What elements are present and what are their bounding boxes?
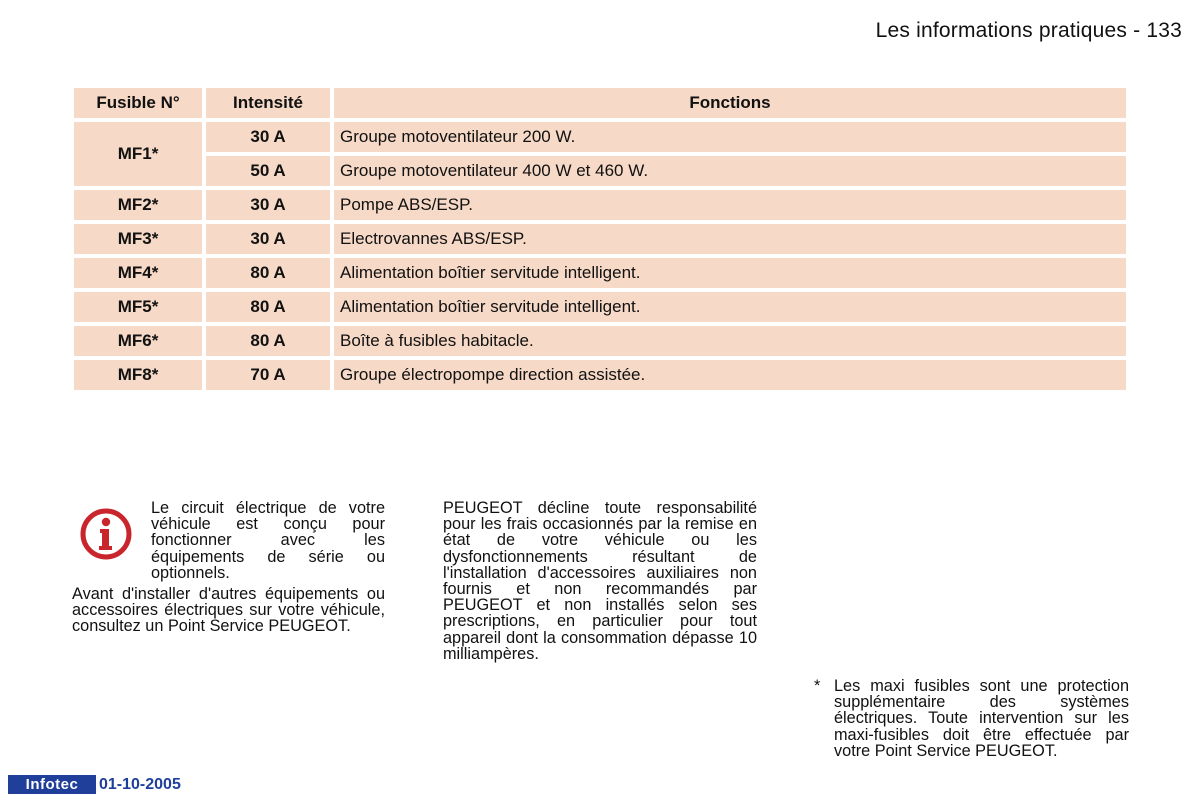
table-row xyxy=(74,292,1126,322)
fuse-function: Alimentation boîtier servitude intelligent. xyxy=(334,258,1126,288)
fuse-intensity: 30 A xyxy=(206,224,330,254)
fuse-function: Alimentation boîtier servitude intelligent. xyxy=(334,292,1126,322)
fuse-intensity: 80 A xyxy=(206,258,330,288)
fuse-intensity: 70 A xyxy=(206,360,330,390)
table-row xyxy=(74,360,1126,390)
fuse-number: MF6* xyxy=(74,326,202,356)
fuse-table xyxy=(70,84,1130,394)
fuse-number: MF2* xyxy=(74,190,202,220)
table-row xyxy=(74,156,1126,186)
table-row xyxy=(74,326,1126,356)
footnote-marker: * xyxy=(814,677,821,695)
table-row xyxy=(74,224,1126,254)
footer-date: 01-10-2005 xyxy=(99,776,181,793)
fuse-function: Groupe électropompe direction assistée. xyxy=(334,360,1126,390)
fuse-intensity: 50 A xyxy=(206,156,330,186)
fuse-number: MF5* xyxy=(74,292,202,322)
header-fuse-number: Fusible N° xyxy=(74,88,202,118)
fuse-function: Electrovannes ABS/ESP. xyxy=(334,224,1126,254)
page-title: Les informations pratiques - 133 xyxy=(875,19,1182,42)
note-accessories: Avant d'installer d'autres équipements ou accessoires électriques sur votre véhicule, consultez un Point Service PEUGEOT. xyxy=(72,585,385,636)
table-row xyxy=(74,190,1126,220)
fuse-function: Pompe ABS/ESP. xyxy=(334,190,1126,220)
fuse-function: Groupe motoventilateur 400 W et 460 W. xyxy=(334,156,1126,186)
note-circuit: Le circuit électrique de votre véhicule est conçu pour fonctionner avec les équipements de série ou optionnels. xyxy=(151,499,385,582)
table-row xyxy=(74,258,1126,288)
information-icon xyxy=(79,507,133,561)
fuse-number: MF8* xyxy=(74,360,202,390)
fuse-number: MF1* xyxy=(74,122,202,186)
header-functions: Fonctions xyxy=(334,88,1126,118)
fuse-function: Boîte à fusibles habitacle. xyxy=(334,326,1126,356)
note-disclaimer: PEUGEOT décline toute responsabilité pour les frais occasionnés par la remise en état de votre véhicule ou les dysfonctionnements résultant de l'installation d'accessoires auxiliaires non fournis et non recommandés par PEUGEOT et non installés selon ses prescriptions, en particulier pour tout appareil dont la consommation dépasse 10 milliampères. xyxy=(443,499,757,663)
fuse-intensity: 80 A xyxy=(206,292,330,322)
fuse-function: Groupe motoventilateur 200 W. xyxy=(334,122,1126,152)
footnote-maxi-fuses: Les maxi fusibles sont une protection supplémentaire des systèmes électriques. Toute intervention sur les maxi-fusibles doit être effectuée par votre Point Service PEUGEOT. xyxy=(834,677,1129,760)
fuse-number: MF4* xyxy=(74,258,202,288)
table-header-row xyxy=(74,88,1126,118)
infotec-logo: Infotec xyxy=(8,775,96,794)
fuse-intensity: 30 A xyxy=(206,190,330,220)
header-intensity: Intensité xyxy=(206,88,330,118)
fuse-intensity: 80 A xyxy=(206,326,330,356)
table-row xyxy=(74,122,1126,152)
fuse-number: MF3* xyxy=(74,224,202,254)
fuse-intensity: 30 A xyxy=(206,122,330,152)
